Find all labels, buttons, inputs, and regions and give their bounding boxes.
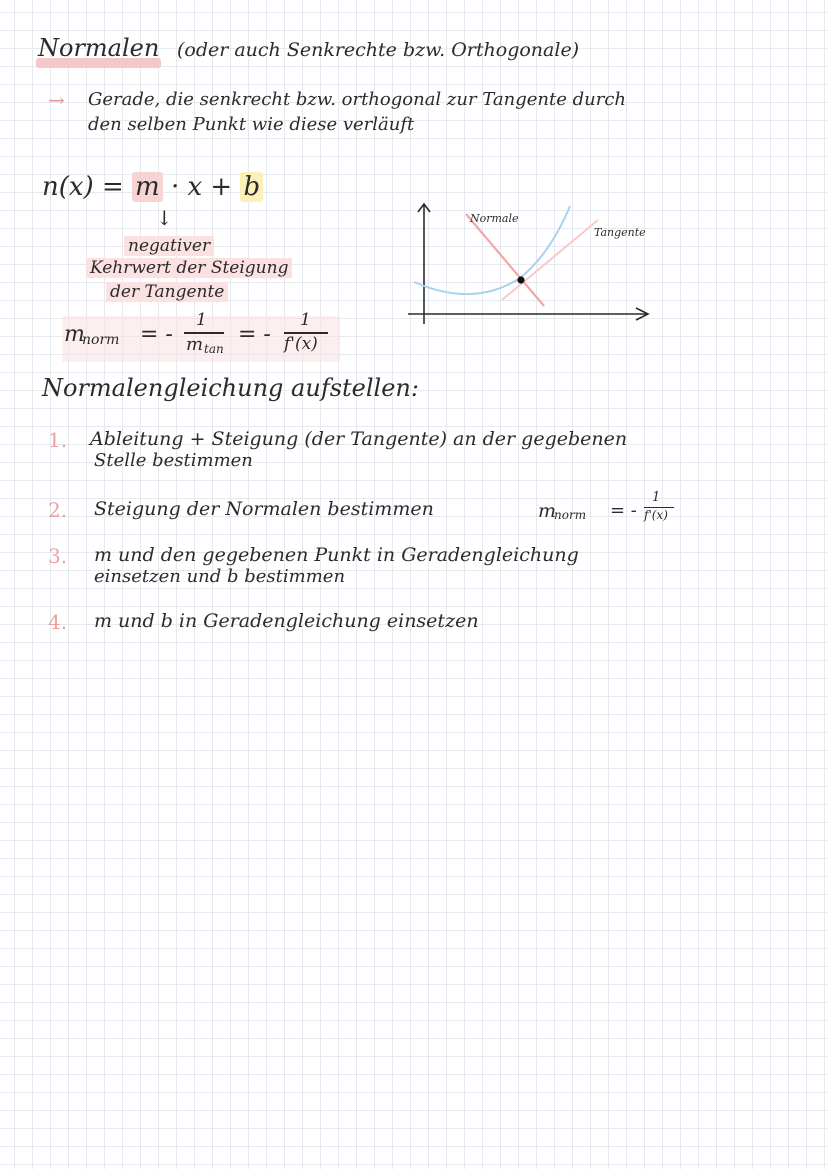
title-main: Normalen bbox=[38, 34, 160, 62]
label-normal: Normale bbox=[470, 212, 519, 225]
normal-tangent-graph bbox=[404, 196, 664, 332]
mnorm-equation bbox=[62, 310, 352, 366]
mnorm-eq2: = - bbox=[238, 322, 271, 347]
arrow-right-icon: → bbox=[48, 88, 65, 112]
step2-eq: = - bbox=[610, 500, 637, 521]
label-tangent: Tangente bbox=[594, 226, 646, 239]
fraction2-numerator: 1 bbox=[300, 310, 311, 330]
step2-sub: norm bbox=[554, 508, 587, 522]
fraction1-numerator: 1 bbox=[196, 310, 207, 330]
arrow-down-icon: ↓ bbox=[156, 206, 173, 230]
mnorm-sub: norm bbox=[82, 332, 120, 348]
normal-line bbox=[466, 214, 544, 306]
fraction1-den-sub: tan bbox=[204, 342, 224, 356]
intersection-point bbox=[517, 276, 524, 283]
note-line-1: negativer bbox=[124, 236, 214, 256]
step-text: Steigung der Normalen bestimmen bbox=[94, 498, 434, 520]
definition-line-2: den selben Punkt wie diese verläuft bbox=[88, 114, 415, 135]
step-number: 2. bbox=[48, 498, 68, 522]
tangent-line bbox=[502, 220, 598, 300]
step2-num: 1 bbox=[652, 490, 661, 505]
note-line-3: der Tangente bbox=[106, 282, 228, 302]
page-title bbox=[38, 34, 579, 62]
step-text: einsetzen und b bestimmen bbox=[94, 566, 346, 587]
normal-formula bbox=[42, 172, 263, 202]
formula-b: b bbox=[240, 172, 263, 202]
fraction1-den-m: m bbox=[186, 334, 204, 355]
step-text: m und den gegebenen Punkt in Geradengleichung bbox=[94, 544, 579, 566]
formula-lhs: n(x) = bbox=[42, 172, 124, 202]
step-text: Stelle bestimmen bbox=[94, 450, 253, 471]
section-heading: Normalengleichung aufstellen: bbox=[42, 374, 419, 402]
step-text: Ableitung + Steigung (der Tangente) an der gegebenen bbox=[90, 428, 628, 450]
mnorm-m: m bbox=[64, 322, 85, 347]
note-line-2: Kehrwert der Steigung bbox=[86, 258, 292, 278]
step-number: 1. bbox=[48, 428, 68, 452]
step2-formula bbox=[538, 490, 698, 532]
step-number: 4. bbox=[48, 610, 68, 634]
fraction2-den: f'(x) bbox=[284, 334, 318, 354]
step2-den: f'(x) bbox=[644, 508, 668, 522]
formula-mid: · x + bbox=[170, 172, 233, 202]
step-number: 3. bbox=[48, 544, 68, 568]
step-text: m und b in Geradengleichung einsetzen bbox=[94, 610, 479, 632]
title-subtitle: (oder auch Senkrechte bzw. Orthogonale) bbox=[176, 39, 580, 61]
formula-m: m bbox=[132, 172, 163, 202]
step2-m: m bbox=[538, 500, 557, 522]
mnorm-eq1: = - bbox=[140, 322, 173, 347]
definition-line-1: Gerade, die senkrecht bzw. orthogonal zur Tangente durch bbox=[88, 89, 627, 110]
